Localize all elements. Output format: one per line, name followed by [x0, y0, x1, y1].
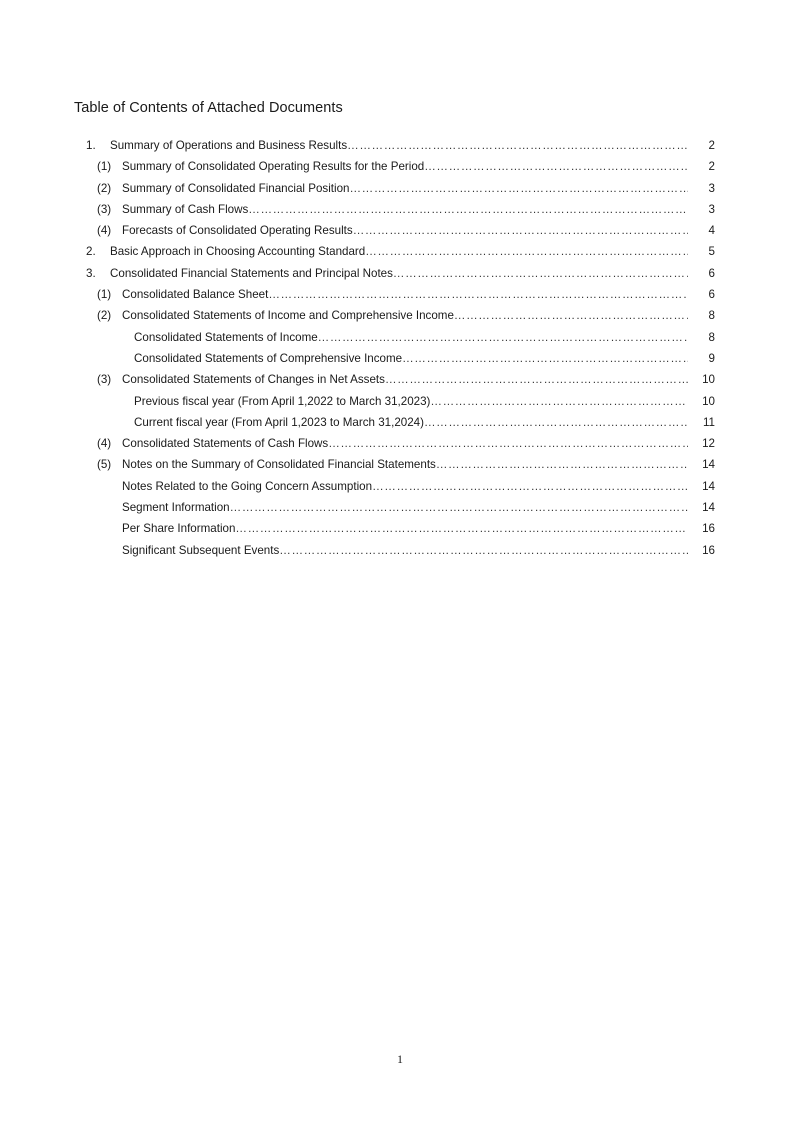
toc-entry-text: [122, 178, 688, 199]
toc-entry-page: 3: [708, 202, 715, 216]
toc-leader-dots: [424, 412, 688, 433]
toc-entry-page: 16: [702, 543, 715, 557]
toc-entry-number: (1): [97, 160, 112, 174]
toc-entry-page: 9: [708, 351, 715, 365]
toc-leader-dots: [385, 369, 688, 390]
toc-entry-page: 16: [702, 522, 715, 536]
toc-entry-page: 5: [708, 245, 715, 259]
toc-leader-dots: [353, 220, 688, 241]
toc-entry[interactable]: [0, 412, 800, 433]
toc-leader-dots: [347, 135, 688, 156]
toc-leader-dots: [436, 454, 688, 475]
toc-entry-page: 2: [708, 139, 715, 152]
toc-entry[interactable]: [0, 263, 800, 284]
toc-leader-dots: [365, 241, 688, 262]
toc-entry-text: [122, 156, 688, 177]
toc-entry-label: Notes Related to the Going Concern Assumption: [122, 479, 373, 493]
footer-page-number: 1: [397, 1052, 403, 1066]
toc-entry-label: Consolidated Statements of Changes in Net Assets: [122, 373, 385, 387]
toc-entry-page: 2: [708, 160, 715, 174]
toc-entry-number: (4): [97, 224, 112, 238]
toc-entry-label: Summary of Cash Flows: [122, 202, 249, 216]
toc-entry-page: 8: [708, 330, 715, 344]
toc-entry[interactable]: [0, 156, 800, 177]
toc-entry-text: [122, 454, 688, 475]
toc-entry[interactable]: [0, 497, 800, 518]
toc-entry-label: Consolidated Statements of Income: [134, 330, 318, 344]
toc-entry-text: [122, 220, 688, 241]
toc-entry-label: Summary of Operations and Business Results: [110, 139, 348, 152]
toc-entry[interactable]: [0, 518, 800, 539]
toc-entry[interactable]: [0, 327, 800, 348]
toc-entry-label: Consolidated Statements of Income and Comprehensive Income: [122, 309, 454, 323]
toc-leader-dots: [430, 391, 688, 412]
toc-leader-dots: [268, 284, 688, 305]
toc-entry-page: 10: [702, 394, 715, 408]
toc-entry-text: [134, 327, 688, 348]
toc-entry-label: Segment Information: [122, 501, 230, 515]
toc-entry-number: 1.: [86, 139, 96, 152]
toc-entry-text: [122, 518, 688, 539]
toc-entry-page: 6: [708, 266, 715, 280]
toc-entry-text: [134, 348, 688, 369]
toc-entry-number: (5): [97, 458, 112, 472]
toc-entry-label: Notes on the Summary of Consolidated Financial Statements: [122, 458, 436, 472]
toc-entry-text: [122, 476, 688, 497]
toc-entry-label: Summary of Consolidated Operating Results for the Period: [122, 160, 425, 174]
toc-entry-page: 4: [708, 224, 715, 238]
toc-entry-page: 12: [702, 437, 715, 451]
toc-entry[interactable]: [0, 284, 800, 305]
toc-entry-text: [110, 263, 688, 284]
toc-entry-text: [122, 199, 688, 220]
toc-entry[interactable]: [0, 433, 800, 454]
toc-entry-number: (1): [97, 288, 112, 302]
toc-entry[interactable]: [0, 540, 800, 561]
toc-entry[interactable]: [0, 178, 800, 199]
toc-entry-page: 11: [702, 415, 715, 429]
toc-entry-text: [134, 391, 688, 412]
toc-entry[interactable]: [0, 476, 800, 497]
toc-leader-dots: [230, 497, 688, 518]
toc-leader-dots: [235, 518, 688, 539]
toc-entry-label: Basic Approach in Choosing Accounting Standard: [110, 245, 366, 259]
toc-entry[interactable]: [0, 241, 800, 262]
toc-entry-text: [122, 369, 688, 390]
toc-leader-dots: [248, 199, 688, 220]
toc-entry-label: Consolidated Statements of Comprehensive Income: [134, 351, 403, 365]
toc-entry-text: [110, 241, 688, 262]
toc-leader-dots: [424, 156, 688, 177]
toc-entry-text: [134, 412, 688, 433]
toc-list: [0, 135, 800, 561]
toc-entry-label: Significant Subsequent Events: [122, 543, 280, 557]
toc-leader-dots: [402, 348, 688, 369]
toc-entry-label: Per Share Information: [122, 522, 236, 536]
toc-leader-dots: [393, 263, 688, 284]
toc-entry-text: [122, 497, 688, 518]
toc-entry-page: 14: [702, 479, 715, 493]
toc-entry-number: 3.: [86, 266, 96, 280]
toc-entry[interactable]: [0, 454, 800, 475]
toc-entry[interactable]: [0, 369, 800, 390]
toc-entry-page: 6: [708, 288, 715, 302]
toc-leader-dots: [279, 540, 688, 561]
toc-entry-number: (3): [97, 202, 112, 216]
toc-entry-page: 14: [702, 458, 715, 472]
toc-entry-label: Summary of Consolidated Financial Position: [122, 181, 350, 195]
toc-entry[interactable]: [0, 348, 800, 369]
toc-entry[interactable]: [0, 305, 800, 326]
toc-entry-number: (2): [97, 309, 112, 323]
toc-leader-dots: [318, 327, 688, 348]
toc-entry-label: Forecasts of Consolidated Operating Results: [122, 224, 353, 238]
toc-entry-label: Consolidated Financial Statements and Principal Notes: [110, 266, 393, 280]
toc-entry-label: Consolidated Statements of Cash Flows: [122, 437, 329, 451]
toc-entry-text: [122, 540, 688, 561]
toc-entry-page: 8: [708, 309, 715, 323]
toc-entry-label: Current fiscal year (From April 1,2023 to March 31,2024): [134, 415, 424, 429]
toc-entry-number: (2): [97, 181, 112, 195]
toc-leader-dots: [454, 305, 688, 326]
toc-entry-label: Consolidated Balance Sheet: [122, 288, 269, 302]
toc-title: Table of Contents of Attached Documents: [74, 100, 343, 116]
toc-leader-dots: [328, 433, 688, 454]
toc-entry-page: 14: [702, 501, 715, 515]
toc-entry[interactable]: [0, 391, 800, 412]
toc-entry-page: 10: [702, 373, 715, 387]
toc-entry-number: 2.: [86, 245, 96, 259]
toc-entry[interactable]: [0, 135, 800, 156]
toc-entry-number: (3): [97, 373, 112, 387]
toc-leader-dots: [349, 178, 688, 199]
toc-entry[interactable]: [0, 199, 800, 220]
toc-entry[interactable]: [0, 220, 800, 241]
toc-entry-text: [122, 284, 688, 305]
toc-entry-label: Previous fiscal year (From April 1,2022 to March 31,2023): [134, 394, 431, 408]
toc-leader-dots: [372, 476, 688, 497]
toc-entry-page: 3: [708, 181, 715, 195]
toc-entry-text: [122, 305, 688, 326]
toc-entry-number: (4): [97, 437, 112, 451]
toc-entry-text: [110, 135, 688, 156]
toc-entry-text: [122, 433, 688, 454]
